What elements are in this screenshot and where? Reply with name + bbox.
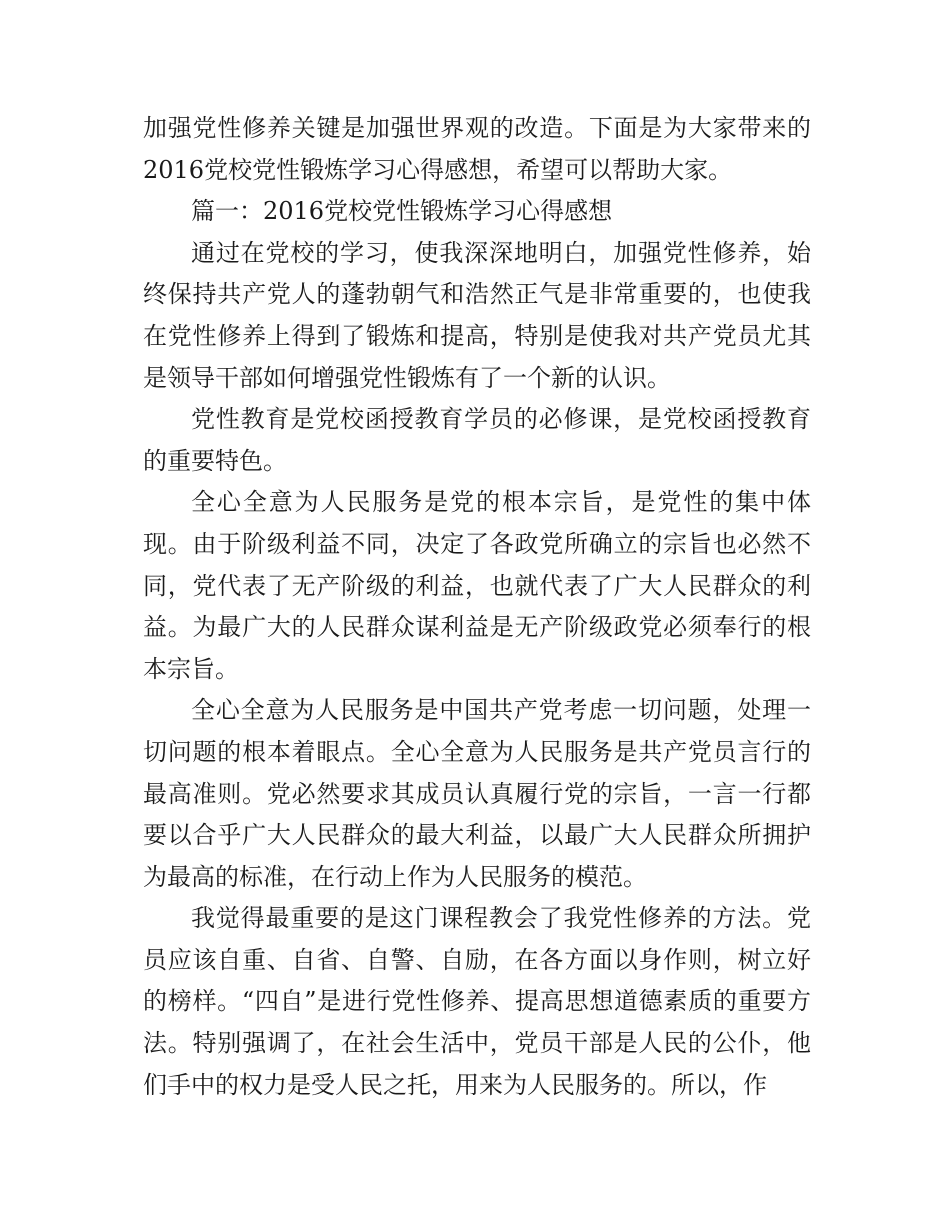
body-paragraph-4: 全心全意为人民服务是中国共产党考虑一切问题，处理一切问题的根本着眼点。全心全意为人民服务是共产党员言行的最高准则。党必然要求其成员认真履行党的宗旨，一言一行都要以合乎广大人民群众的最大利益，以最广大人民群众所拥护为最高的标准，在行动上作为人民服务的模范。 [143, 696, 811, 891]
body-paragraph-5: 我觉得最重要的是这门课程教会了我党性修养的方法。党员应该自重、自省、自警、自励，在各方面以身作则，树立好的榜样。“四自”是进行党性修养、提高思想道德素质的重要方法。特别强调了，在社会生活中，党员干部是人民的公仆，他们手中的权力是受人民之托，用来为人民服务的。所以，作 [143, 904, 811, 1099]
section-heading: 篇一：2016党校党性锻炼学习心得感想 [191, 197, 613, 226]
document-page [143, 108, 811, 1106]
body-paragraph-1: 通过在党校的学习，使我深深地明白，加强党性修养，始终保持共产党人的蓬勃朝气和浩然正气是非常重要的，也使我在党性修养上得到了锻炼和提高，特别是使我对共产党员尤其是领导干部如何增强党性锻炼有了一个新的认识。 [143, 238, 811, 392]
body-paragraph-2: 党性教育是党校函授教育学员的必修课，是党校函授教育的重要特色。 [143, 405, 811, 475]
intro-paragraph: 加强党性修养关键是加强世界观的改造。下面是为大家带来的2016党校党性锻炼学习心得感想，希望可以帮助大家。 [143, 114, 811, 184]
body-paragraph-3: 全心全意为人民服务是党的根本宗旨，是党性的集中体现。由于阶级利益不同，决定了各政党所确立的宗旨也必然不同，党代表了无产阶级的利益，也就代表了广大人民群众的利益。为最广大的人民群众谋利益是无产阶级政党必须奉行的根本宗旨。 [143, 488, 811, 683]
